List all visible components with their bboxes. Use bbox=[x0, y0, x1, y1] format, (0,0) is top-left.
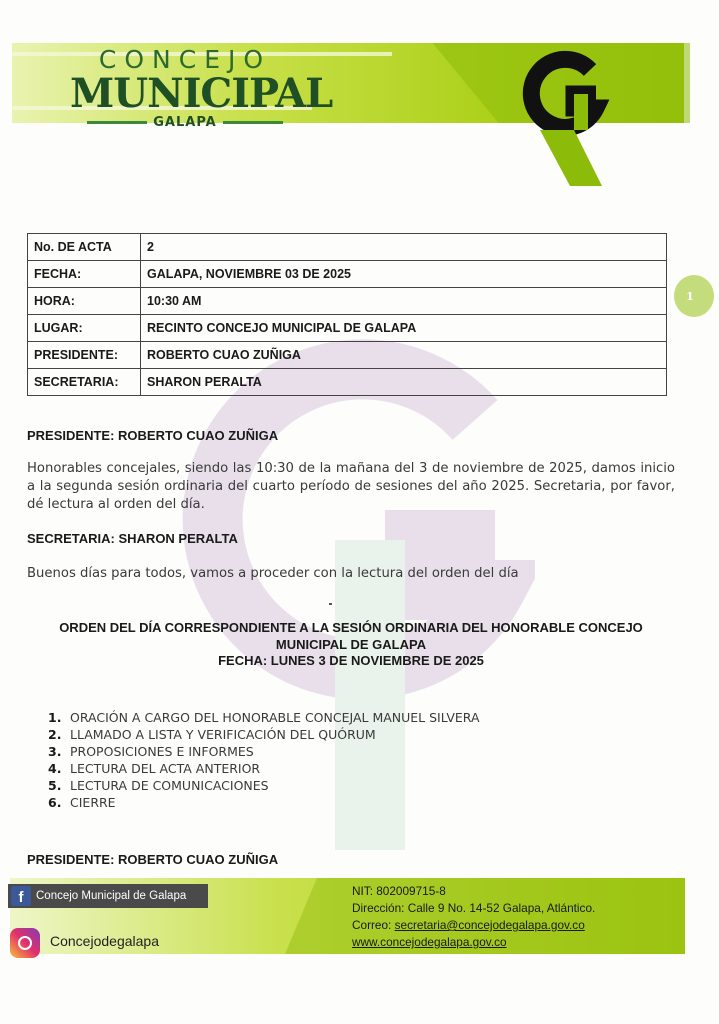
logo-line bbox=[223, 121, 283, 124]
logo-sub-row bbox=[70, 115, 300, 130]
list-item bbox=[48, 794, 480, 811]
table-row bbox=[28, 342, 667, 369]
list-item bbox=[48, 760, 480, 777]
nit-text: NIT: 802009715-8 bbox=[352, 884, 446, 898]
row-value: ROBERTO CUAO ZUÑIGA bbox=[141, 342, 667, 369]
item-number: 4. bbox=[48, 761, 62, 776]
item-text: LECTURA DE COMUNICACIONES bbox=[70, 778, 269, 793]
instagram-label[interactable]: Concejodegalapa bbox=[50, 933, 159, 949]
row-value: SHARON PERALTA bbox=[141, 369, 667, 396]
row-value: GALAPA, NOVIEMBRE 03 DE 2025 bbox=[141, 261, 667, 288]
facebook-icon: f bbox=[11, 886, 31, 906]
item-number: 3. bbox=[48, 744, 62, 759]
row-value: RECINTO CONCEJO MUNICIPAL DE GALAPA bbox=[141, 315, 667, 342]
list-item bbox=[48, 743, 480, 760]
instagram-icon[interactable] bbox=[10, 928, 40, 958]
row-label: PRESIDENTE: bbox=[28, 342, 141, 369]
speaker-president: PRESIDENTE: ROBERTO CUAO ZUÑIGA bbox=[27, 428, 279, 443]
speck bbox=[329, 603, 332, 605]
item-text: PROPOSICIONES E INFORMES bbox=[70, 744, 254, 759]
logo-sub-text: GALAPA bbox=[153, 115, 217, 130]
row-label: LUGAR: bbox=[28, 315, 141, 342]
orden-del-dia-title bbox=[27, 620, 675, 670]
orden-date-line: FECHA: LUNES 3 DE NOVIEMBRE DE 2025 bbox=[218, 653, 484, 668]
table-row bbox=[28, 315, 667, 342]
item-number: 2. bbox=[48, 727, 62, 742]
speaker-president-closing: PRESIDENTE: ROBERTO CUAO ZUÑIGA bbox=[27, 852, 279, 867]
email-link[interactable]: secretaria@concejodegalapa.gov.co bbox=[394, 918, 585, 932]
gi-logo-icon bbox=[512, 48, 612, 188]
orden-title-line: ORDEN DEL DÍA CORRESPONDIENTE A LA SESIÓN ORDINARIA DEL HONORABLE CONCEJO bbox=[59, 620, 643, 635]
row-value: 10:30 AM bbox=[141, 288, 667, 315]
contact-info bbox=[352, 883, 595, 955]
table-row bbox=[28, 288, 667, 315]
row-label: HORA: bbox=[28, 288, 141, 315]
concejo-logo bbox=[70, 45, 333, 130]
item-text: CIERRE bbox=[70, 795, 116, 810]
address-text: Dirección: Calle 9 No. 14-52 Galapa, Atlántico. bbox=[352, 901, 596, 915]
email-row bbox=[352, 917, 595, 934]
logo-main-text: MUNICIPAL bbox=[70, 70, 333, 117]
website-link[interactable]: www.concejodegalapa.gov.co bbox=[352, 935, 507, 949]
orden-del-dia-list bbox=[48, 709, 480, 811]
item-text: LLAMADO A LISTA Y VERIFICACIÓN DEL QUÓRUM bbox=[70, 727, 376, 742]
speaker-secretary: SECRETARIA: SHARON PERALTA bbox=[27, 531, 238, 546]
president-intro-paragraph: Honorables concejales, siendo las 10:30 de la mañana del 3 de noviembre de 2025, damos inicio a la segunda sesión ordinaria del cuarto período de sesiones del año 2025. Secretaria, por favor, dé lectura al orden del día. bbox=[27, 461, 675, 512]
list-item bbox=[48, 709, 480, 726]
page-number-badge: 1 bbox=[674, 275, 714, 317]
facebook-label: Concejo Municipal de Galapa bbox=[36, 890, 187, 902]
item-number: 5. bbox=[48, 778, 62, 793]
secretary-paragraph: Buenos días para todos, vamos a proceder con la lectura del orden del día bbox=[27, 566, 519, 581]
row-label: FECHA: bbox=[28, 261, 141, 288]
email-label: Correo: bbox=[352, 918, 395, 932]
facebook-link[interactable] bbox=[8, 884, 208, 908]
table-row bbox=[28, 261, 667, 288]
item-number: 1. bbox=[48, 710, 62, 725]
list-item bbox=[48, 777, 480, 794]
table-row bbox=[28, 369, 667, 396]
logo-line bbox=[87, 121, 147, 124]
table-row bbox=[28, 234, 667, 261]
item-text: LECTURA DEL ACTA ANTERIOR bbox=[70, 761, 261, 776]
orden-title-line: MUNICIPAL DE GALAPA bbox=[275, 636, 427, 652]
item-text: ORACIÓN A CARGO DEL HONORABLE CONCEJAL MANUEL SILVERA bbox=[70, 710, 480, 725]
acta-info-table bbox=[27, 233, 667, 396]
item-number: 6. bbox=[48, 795, 62, 810]
list-item bbox=[48, 726, 480, 743]
row-label: SECRETARIA: bbox=[28, 369, 141, 396]
row-label: No. DE ACTA bbox=[28, 234, 141, 261]
logo-top-text: CONCEJO bbox=[98, 45, 272, 74]
row-value: 2 bbox=[141, 234, 667, 261]
